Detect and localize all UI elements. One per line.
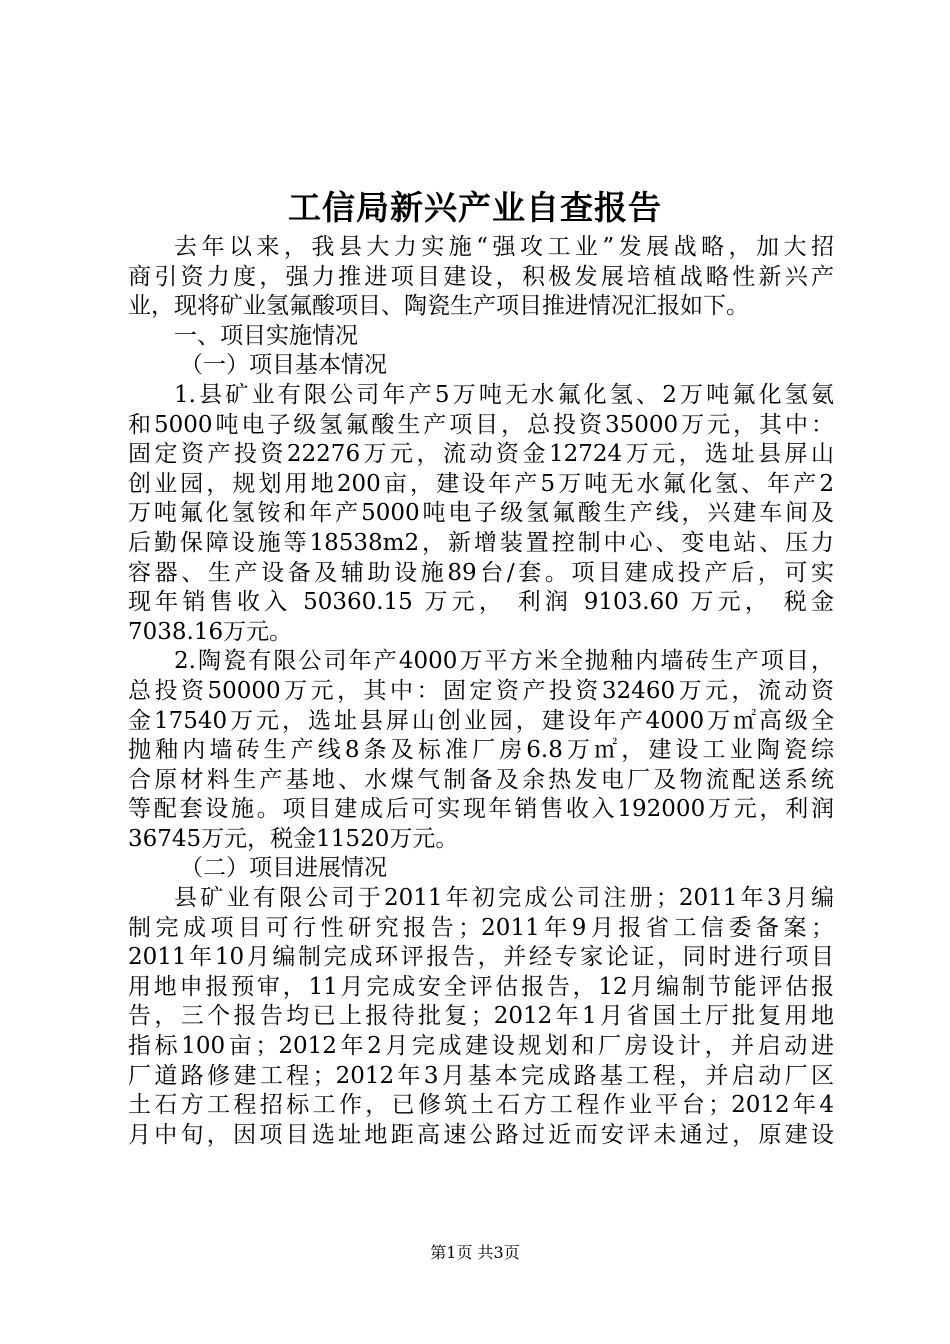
body-line: 后勤保障设施等18538m2，新增装置控制中心、变电站、压力 (128, 529, 834, 556)
body-line: 36745万元，税金11520万元。 (128, 825, 459, 852)
body-line: 2.陶瓷有限公司年产4000万平方米全抛釉内墙砖生产项目， (174, 648, 834, 675)
body-line: 去年以来，我县大力实施“强攻工业”发展战略，加大招 (174, 234, 834, 260)
body-line: 万吨氟化氢铵和年产5000吨电子级氢氟酸生产线，兴建车间及 (128, 500, 834, 527)
body-line: 和5000吨电子级氢氟酸生产项目，总投资35000万元，其中： (128, 411, 834, 438)
body-line: 容器、生产设备及辅助设施89台/套。项目建成投产后，可实 (128, 559, 834, 586)
body-line: 业，现将矿业氢氟酸项目、陶瓷生产项目推进情况汇报如下。 (128, 293, 749, 320)
subsection-heading: （一）项目基本情况 (180, 352, 387, 379)
body-line: 现年销售收入 50360.15 万元， 利润 9103.60 万元， 税金 (128, 589, 834, 616)
subsection-heading: （二）项目进展情况 (180, 855, 387, 882)
document-title: 工信局新兴产业自查报告 (288, 188, 662, 227)
body-line: 固定资产投资22276万元，流动资金12724万元，选址县屏山 (128, 441, 834, 468)
document-body (128, 233, 834, 1150)
body-line: 指标100亩；2012年2月完成建设规划和厂房设计，并启动进 (128, 1033, 834, 1060)
body-line: 7038.16万元。 (128, 618, 293, 645)
body-line: 土石方工程招标工作，已修筑土石方工程作业平台；2012年4 (128, 1092, 834, 1119)
body-line: 县矿业有限公司于2011年初完成公司注册；2011年3月编 (174, 885, 834, 912)
body-line: 总投资50000万元，其中：固定资产投资32460万元，流动资 (128, 677, 834, 704)
body-line: 等配套设施。项目建成后可实现年销售收入192000万元，利润 (128, 796, 834, 823)
body-line: 创业园，规划用地200亩，建设年产5万吨无水氟化氢、年产2 (128, 470, 834, 497)
body-line: 1.县矿业有限公司年产5万吨无水氟化氢、2万吨氟化氢氨 (174, 381, 834, 408)
body-line: 抛釉内墙砖生产线8条及标准厂房6.8万㎡，建设工业陶瓷综 (128, 737, 834, 764)
body-line: 2011年10月编制完成环评报告，并经专家论证，同时进行项目 (128, 944, 834, 971)
body-line: 厂道路修建工程；2012年3月基本完成路基工程，并启动厂区 (128, 1062, 834, 1089)
body-line: 告，三个报告均已上报待批复；2012年1月省国土厅批复用地 (128, 1003, 834, 1030)
body-line: 合原材料生产基地、水煤气制备及余热发电厂及物流配送系统 (128, 766, 834, 793)
body-line: 金17540万元，选址县屏山创业园，建设年产4000万㎡高级全 (128, 707, 834, 734)
body-line: 商引资力度，强力推进项目建设，积极发展培植战略性新兴产 (128, 263, 834, 290)
page-footer: 第1页 共3页 (430, 1243, 520, 1262)
body-line: 用地申报预审，11月完成安全评估报告，12月编制节能评估报 (128, 973, 834, 1000)
body-line: 月中旬，因项目选址地距高速公路过近而安评未通过，原建设 (128, 1121, 834, 1148)
section-heading: 一、项目实施情况 (174, 322, 358, 349)
body-line: 制完成项目可行性研究报告；2011年9月报省工信委备案； (128, 914, 834, 941)
